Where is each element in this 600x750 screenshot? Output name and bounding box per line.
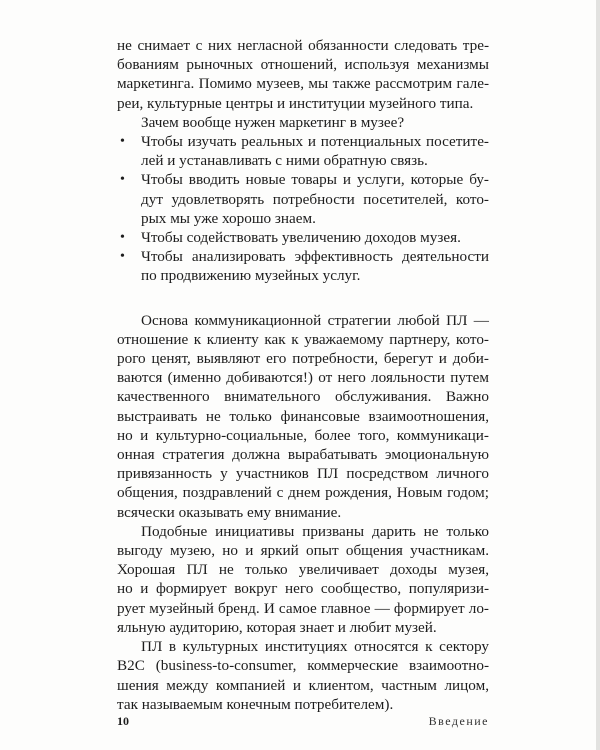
text-line: всячески оказывать ему внимание. xyxy=(117,503,342,521)
paragraph-initiatives xyxy=(117,522,489,637)
text-line: Чтобы содействовать увеличению доходов музея. xyxy=(141,229,461,247)
text-line: так называемым конечным потребителем). xyxy=(117,695,394,713)
list-item xyxy=(117,228,489,247)
bullet-icon: • xyxy=(120,249,125,265)
text-line: выстраивать не только финансовые взаимоотношения, xyxy=(117,407,489,425)
text-line: отношение к клиенту как к уважаемому партнеру, кото- xyxy=(117,330,489,348)
text-line: Подобные инициативы призваны дарить не только xyxy=(141,522,489,540)
text-line: рует музейный бренд. И самое главное — формирует ло- xyxy=(117,599,489,617)
text-line: ваются (именно добиваются!) от него лояльности путем xyxy=(117,369,489,387)
text-line: рых мы уже хорошо знаем. xyxy=(141,209,316,227)
text-line: дут удовлетворять потребности посетителей, кото- xyxy=(141,190,489,208)
text-line: привязанность у участников ПЛ посредством личного xyxy=(117,465,489,483)
body-text xyxy=(117,36,489,714)
page-number: 10 xyxy=(117,714,129,728)
text-line: рого ценят, выявляют его потребности, берегут и доби- xyxy=(117,350,489,368)
text-line: Хорошая ПЛ не только увеличивает доходы музея, xyxy=(117,561,489,579)
text-line: онная стратегия должна вырабатывать эмоциональную xyxy=(117,446,489,464)
text-line: маркетинга. Помимо музеев, мы также рассмотрим гале- xyxy=(117,75,489,93)
text-line: Чтобы вводить новые товары и услуги, которые бу- xyxy=(141,171,489,189)
text-line: по продвижению музейных услуг. xyxy=(141,267,361,285)
text-line: выгоду музею, но и яркий опыт общения участникам. xyxy=(117,542,489,560)
text-line: шения между компанией и клиентом, частным лицом, xyxy=(117,676,489,694)
bullet-list xyxy=(117,132,489,286)
list-item xyxy=(117,247,489,285)
text-line: реи, культурные центры и институции музейного типа. xyxy=(117,94,474,112)
page-edge xyxy=(596,0,600,750)
running-title: Введение xyxy=(428,714,489,728)
question-line: Зачем вообще нужен маркетинг в музее? xyxy=(141,113,405,131)
text-line: не снимает с них негласной обязанности следовать тре- xyxy=(117,37,489,54)
bullet-icon: • xyxy=(120,134,125,150)
text-line: но и культурно-социальные, более того, коммуникаци- xyxy=(117,426,489,444)
bullet-icon: • xyxy=(120,230,125,246)
text-line: Чтобы изучать реальных и потенциальных посетите- xyxy=(141,133,489,151)
text-line: Основа коммуникационной стратегии любой ПЛ — xyxy=(141,311,489,329)
text-line: лей и устанавливать с ними обратную связь. xyxy=(141,152,428,170)
text-line: ПЛ в культурных институциях относятся к сектору xyxy=(141,638,489,656)
paragraph-b2c xyxy=(117,637,489,714)
paragraph-strategy xyxy=(117,311,489,522)
list-item xyxy=(117,132,489,170)
text-line: но и формирует вокруг него сообщество, популяризи- xyxy=(117,580,489,598)
text-line: Чтобы анализировать эффективность деятельности xyxy=(141,248,489,266)
list-item xyxy=(117,170,489,228)
text-line: бованиям рыночных отношений, используя механизмы xyxy=(117,56,489,74)
paragraph-continuation xyxy=(117,36,489,113)
text-line: общения, поздравлений с днем рождения, Новым годом; xyxy=(117,484,489,502)
text-line: яльную аудиторию, которая знает и любит музей. xyxy=(117,618,437,636)
text-line: B2C (business-to-consumer, коммерческие взаимоотно- xyxy=(117,657,489,675)
bullet-icon: • xyxy=(120,172,125,188)
text-line: качественного внимательного обслуживания. Важно xyxy=(117,388,489,406)
section-gap xyxy=(117,286,489,311)
